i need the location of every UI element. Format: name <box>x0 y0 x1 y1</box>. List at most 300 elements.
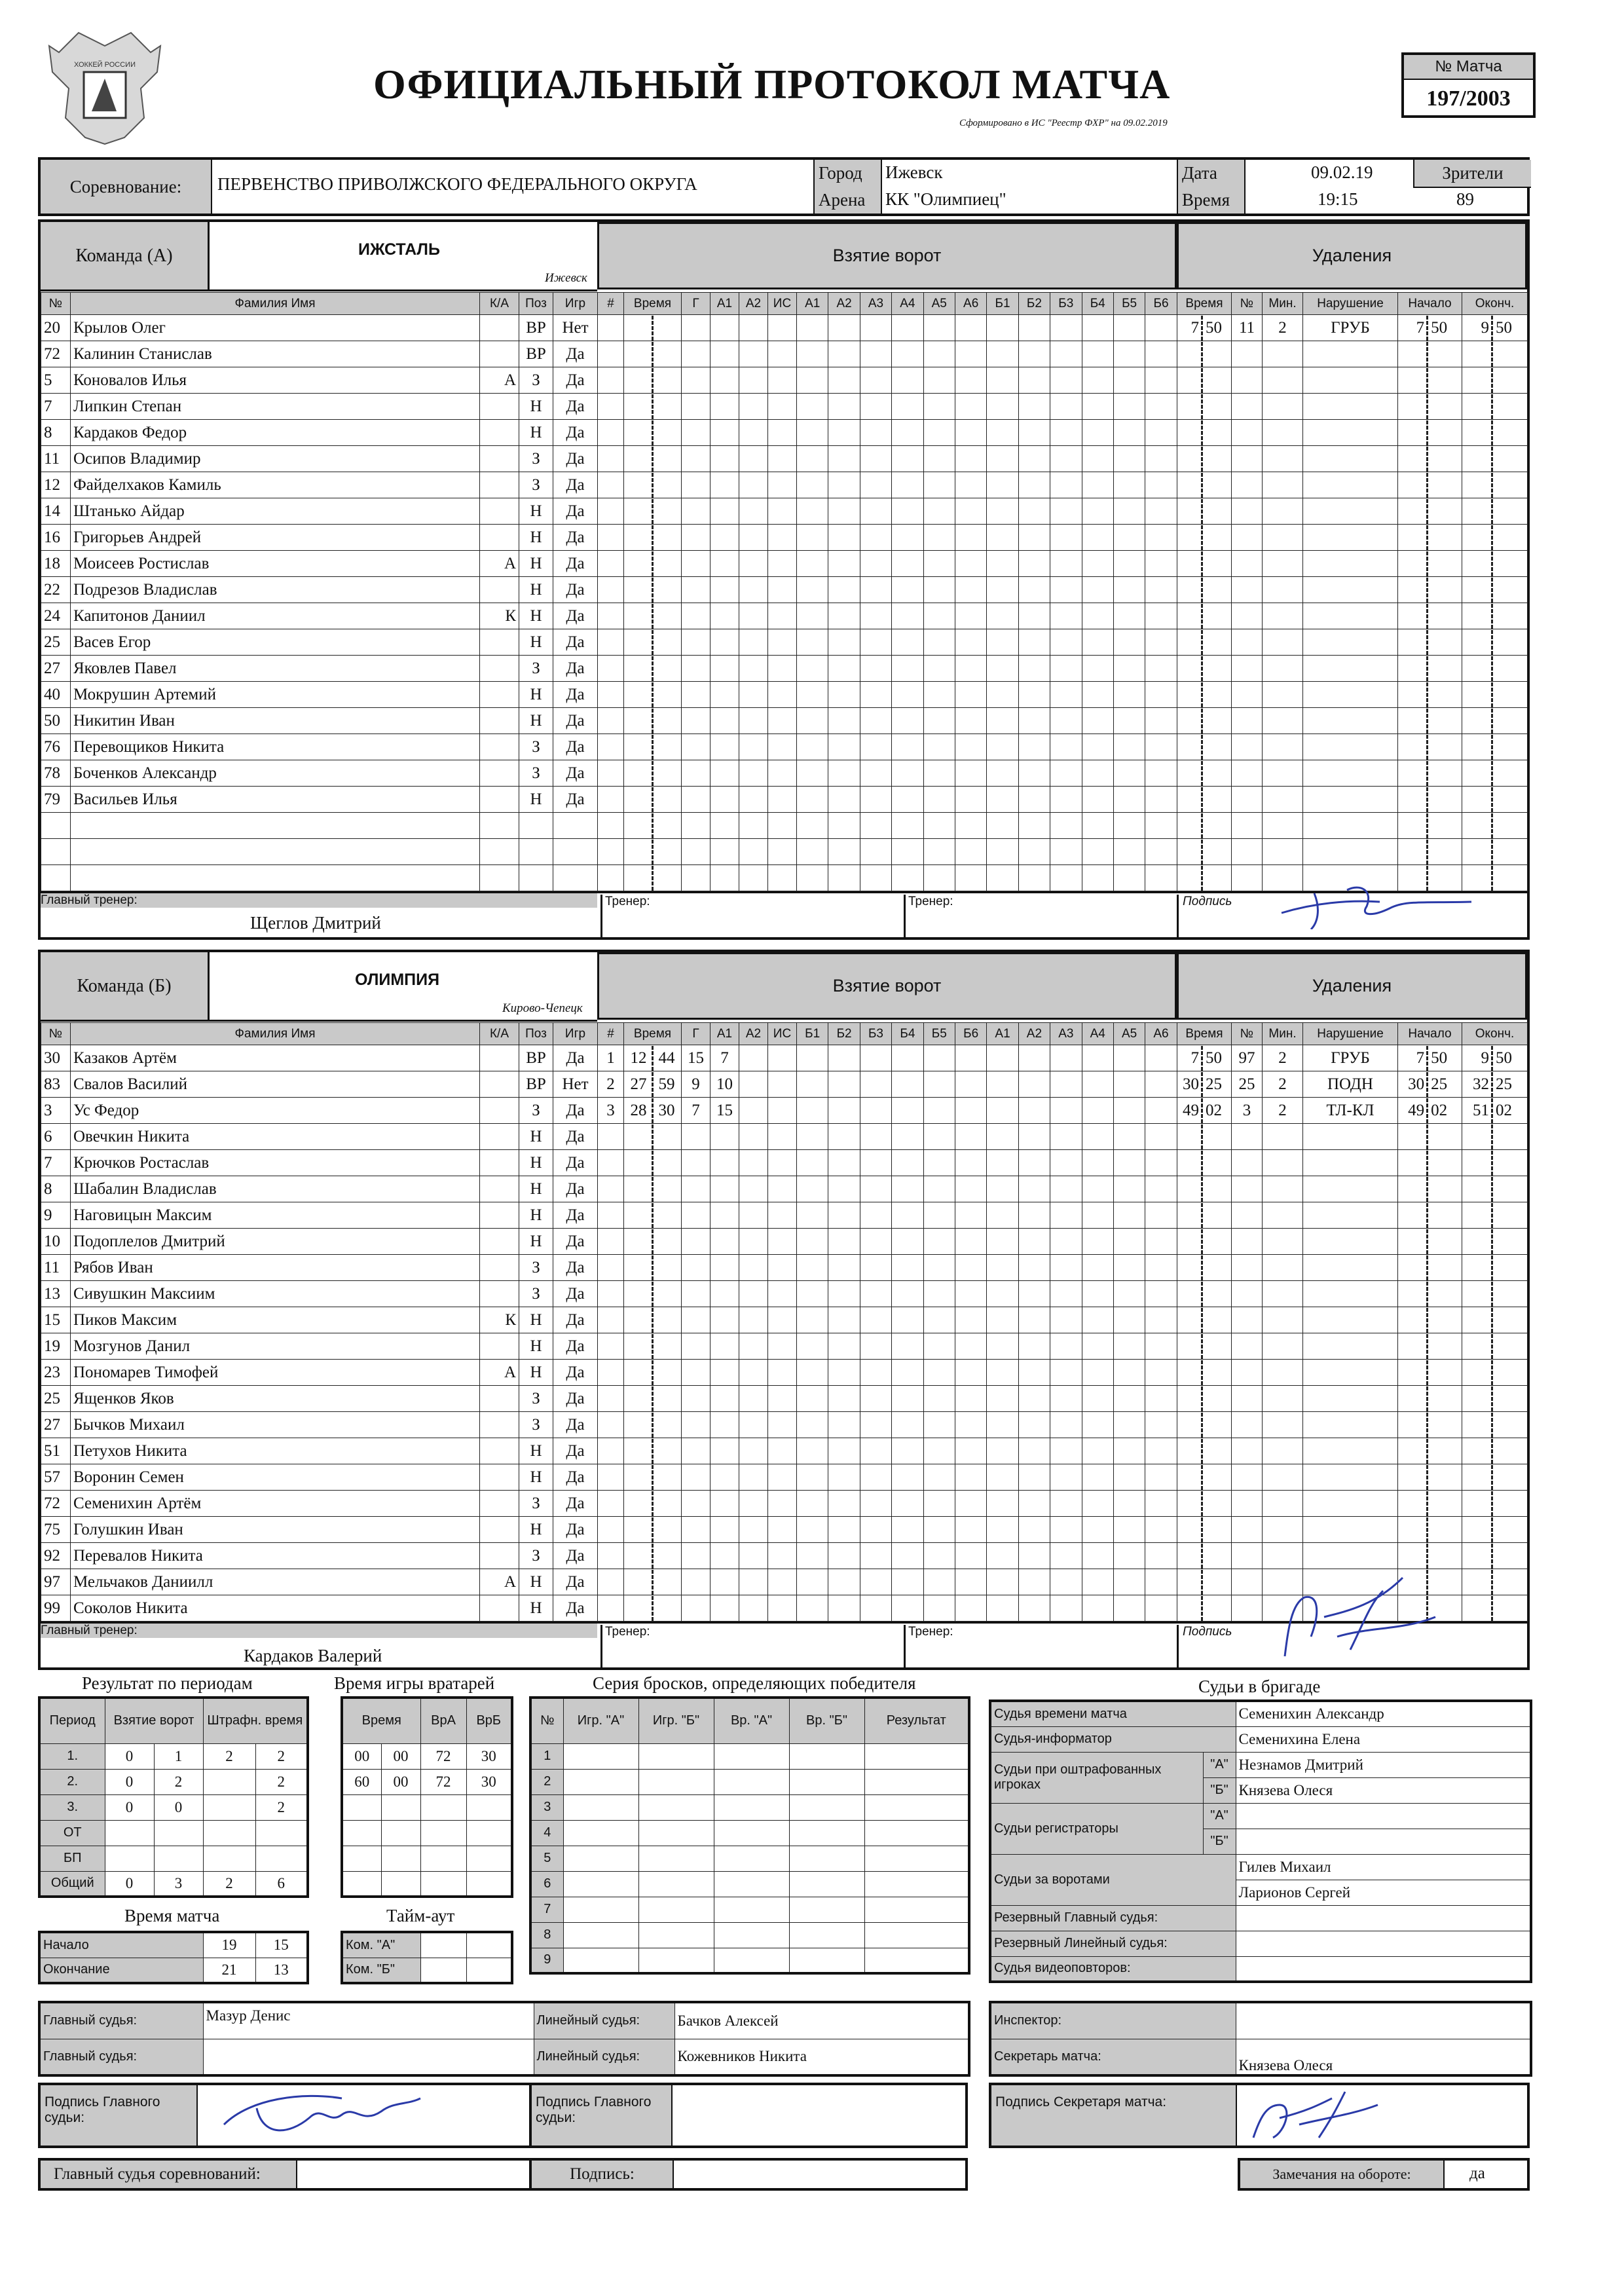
player-row <box>41 1307 598 1333</box>
period-pim-b: 2 <box>255 1794 308 1820</box>
penalty-infraction <box>1303 1464 1398 1491</box>
goal-row <box>598 1438 1177 1464</box>
period-label: ОТ <box>39 1820 105 1846</box>
goal-cell <box>1113 1333 1145 1360</box>
goal-scorer <box>682 1412 710 1438</box>
penalty-row <box>1177 472 1528 498</box>
goal-cell <box>1018 813 1050 839</box>
player-role <box>480 708 519 734</box>
goal-row <box>598 1491 1177 1517</box>
goal-time-sec <box>654 1570 680 1595</box>
penalty-row <box>1177 1176 1528 1202</box>
goal-row <box>598 1360 1177 1386</box>
goal-assist-1 <box>710 1491 739 1517</box>
goal-cell <box>1050 1176 1082 1202</box>
penalty-row <box>1177 525 1528 551</box>
goal-cell <box>892 1595 923 1622</box>
goal-cell <box>739 577 768 603</box>
results-title: Результат по периодам <box>82 1673 253 1693</box>
penalty-row <box>1177 682 1528 708</box>
shootout-cell <box>714 1820 789 1846</box>
informer: Семенихина Елена <box>1236 1726 1531 1752</box>
goal-cell <box>797 813 828 839</box>
penalty-minutes <box>1263 1124 1303 1150</box>
goal-assist-1 <box>710 551 739 577</box>
goalie-row <box>342 1794 512 1820</box>
goal-cell <box>739 551 768 577</box>
penalty-col: Время <box>1177 1023 1232 1045</box>
penalty-time <box>1177 551 1232 577</box>
goal-cell <box>1050 1307 1082 1333</box>
penalty-player <box>1232 760 1263 787</box>
goal-cell <box>828 1569 860 1595</box>
shootout-cell <box>789 1846 864 1871</box>
penalty-minutes <box>1263 760 1303 787</box>
penalty-time <box>1177 1569 1232 1595</box>
penalty-end <box>1462 1386 1528 1412</box>
goal-cell <box>987 1281 1018 1307</box>
shootout-cell <box>789 1948 864 1973</box>
player-row <box>41 1202 598 1229</box>
penalty-end <box>1462 1333 1528 1360</box>
goal-cell <box>1113 420 1145 446</box>
penalty-col: Начало <box>1398 293 1462 315</box>
player-row <box>41 1569 598 1595</box>
goal-time <box>624 551 682 577</box>
goal-cell <box>987 394 1018 420</box>
team-b-goals-header: Взятие ворот <box>597 952 1177 1020</box>
goal-number <box>598 1386 624 1412</box>
player-position: Н <box>519 1438 553 1464</box>
player-position: ВР <box>519 1045 553 1071</box>
goal-cell <box>892 341 923 367</box>
penalty-time <box>1177 1333 1232 1360</box>
penalty-infraction <box>1303 787 1398 813</box>
period-goals-b <box>154 1846 203 1871</box>
goal-cell <box>1082 367 1113 394</box>
goal-cell <box>1082 1517 1113 1543</box>
goal-scorer <box>682 734 710 760</box>
penalty-player <box>1232 1464 1263 1491</box>
penalty-end <box>1462 1255 1528 1281</box>
goal-cell <box>828 865 860 891</box>
goal-cell <box>987 420 1018 446</box>
player-row <box>41 367 598 394</box>
goal-time-sec: 30 <box>658 1101 675 1119</box>
player-position: З <box>519 1255 553 1281</box>
goal-cell <box>1113 1386 1145 1412</box>
goal-number <box>598 446 624 472</box>
goal-time <box>624 1491 682 1517</box>
shootout-number: 4 <box>530 1820 563 1846</box>
goal-assist-1 <box>710 734 739 760</box>
goal-cell <box>1018 629 1050 656</box>
player-position: Н <box>519 1202 553 1229</box>
goal-cell <box>955 1045 986 1071</box>
goal-cell <box>860 341 891 367</box>
goal-time-min <box>625 1360 654 1385</box>
goal-cell <box>923 1045 955 1071</box>
goal-cell <box>1050 656 1082 682</box>
spectators: 89 <box>1456 189 1474 209</box>
shootout-number: 8 <box>530 1922 563 1948</box>
goal-row <box>598 1255 1177 1281</box>
goal-time-sec <box>654 316 680 341</box>
goal-cell <box>1113 577 1145 603</box>
goal-col: А2 <box>828 293 860 315</box>
penalty-time <box>1177 1386 1232 1412</box>
goal-cell <box>797 315 828 341</box>
period-pim-b <box>255 1846 308 1871</box>
goal-scorer <box>682 446 710 472</box>
goal-time <box>624 1517 682 1543</box>
player-row <box>41 760 598 787</box>
goal-cell <box>797 367 828 394</box>
remarks-label: Замечания на обороте: <box>1240 2161 1445 2188</box>
penalty-start <box>1398 1281 1462 1307</box>
goal-cell <box>797 734 828 760</box>
goal-cell <box>797 1464 828 1491</box>
goal-cell <box>1050 472 1082 498</box>
time: 19:15 <box>1318 189 1358 209</box>
goal-cell <box>828 1464 860 1491</box>
penalty-time <box>1177 1124 1232 1150</box>
goal-cell <box>892 1307 923 1333</box>
goal-cell <box>860 1517 891 1543</box>
goal-cell <box>987 1150 1018 1176</box>
goal-time-min <box>625 866 654 891</box>
player-name: Пономарев Тимофей <box>71 1360 480 1386</box>
goal-cell <box>739 472 768 498</box>
goal-cell <box>828 1229 860 1255</box>
goal-scorer <box>682 498 710 525</box>
player-row <box>41 813 598 839</box>
penalty-infraction <box>1303 629 1398 656</box>
info-bar <box>38 157 1530 216</box>
goal-cell <box>1113 1176 1145 1202</box>
timeout-title: Тайм-аут <box>386 1906 455 1925</box>
penalty-col: Оконч. <box>1462 1023 1528 1045</box>
shootout-cell <box>789 1897 864 1922</box>
goal-cell <box>860 1333 891 1360</box>
penalty-row <box>1177 1386 1528 1412</box>
player-position: З <box>519 367 553 394</box>
goal-cell <box>1082 394 1113 420</box>
goal-cell <box>987 367 1018 394</box>
goal-cell <box>892 315 923 341</box>
penalty-row <box>1177 315 1528 341</box>
goal-cell <box>892 1491 923 1517</box>
spectators-label: Зрители <box>1413 160 1531 188</box>
goal-cell <box>1082 734 1113 760</box>
penalty-player <box>1232 682 1263 708</box>
penalty-time <box>1177 1229 1232 1255</box>
goal-cell <box>1145 1438 1177 1464</box>
goalie-cell <box>466 1794 512 1820</box>
goal-cell <box>1018 1124 1050 1150</box>
goal-cell <box>1113 446 1145 472</box>
goal-scorer <box>682 1464 710 1491</box>
goal-cell <box>955 394 986 420</box>
timeout-b-label: Ком. "Б" <box>342 1958 420 1983</box>
goal-cell <box>768 1045 797 1071</box>
goal-cell <box>955 839 986 865</box>
goal-time-sec <box>654 1151 680 1176</box>
match-start-hour: 19 <box>203 1932 255 1958</box>
goal-cell <box>1145 1045 1177 1071</box>
player-plays: Да <box>553 1098 598 1124</box>
goal-cell <box>892 367 923 394</box>
player-number: 76 <box>41 734 71 760</box>
penalty-infraction <box>1303 734 1398 760</box>
player-number: 12 <box>41 472 71 498</box>
goalie-time <box>341 1696 513 1898</box>
penalty-end <box>1462 1360 1528 1386</box>
goal-cell <box>987 1491 1018 1517</box>
goal-cell <box>739 760 768 787</box>
goal-assist-1 <box>710 525 739 551</box>
goal-cell <box>1082 1098 1113 1124</box>
penalty-end <box>1462 839 1528 865</box>
penalty-infraction <box>1303 446 1398 472</box>
goal-col: # <box>598 1023 624 1045</box>
team-b-head-coach: Кардаков Валерий <box>244 1646 382 1665</box>
goal-cell <box>1113 839 1145 865</box>
goal-assist-1 <box>710 1202 739 1229</box>
goalie-row <box>342 1820 512 1846</box>
period-pim-a <box>203 1846 255 1871</box>
period-row <box>39 1846 308 1871</box>
goalie-cell <box>420 1846 466 1871</box>
col-goalie-a: ВрА <box>420 1698 466 1743</box>
period-goals-b: 1 <box>154 1743 203 1769</box>
penalty-start <box>1398 1412 1462 1438</box>
goal-cell <box>1113 341 1145 367</box>
goal-time-sec <box>654 682 680 707</box>
player-position: Н <box>519 498 553 525</box>
penalty-start <box>1398 420 1462 446</box>
goal-time <box>624 1229 682 1255</box>
goal-row <box>598 1176 1177 1202</box>
goal-time-sec <box>654 1282 680 1307</box>
goal-cell <box>923 525 955 551</box>
penalty-player <box>1232 1229 1263 1255</box>
goal-cell <box>1145 813 1177 839</box>
goal-time-sec <box>654 1255 680 1280</box>
goal-cell <box>860 1543 891 1569</box>
team-b-coach-signature <box>1272 1565 1442 1663</box>
penalty-minutes <box>1263 498 1303 525</box>
goal-time <box>624 787 682 813</box>
goal-cell <box>739 498 768 525</box>
penalty-end <box>1462 446 1528 472</box>
period-row <box>39 1871 308 1897</box>
penalty-player: 25 <box>1232 1071 1263 1098</box>
penalty-time <box>1177 446 1232 472</box>
player-plays: Да <box>553 446 598 472</box>
period-goals-a: 0 <box>105 1743 154 1769</box>
penalty-infraction <box>1303 1281 1398 1307</box>
penalty-minutes <box>1263 1255 1303 1281</box>
goalie-cell: 00 <box>381 1769 420 1794</box>
player-plays: Да <box>553 1307 598 1333</box>
penalty-minutes <box>1263 1229 1303 1255</box>
penalty-player: 97 <box>1232 1045 1263 1071</box>
goal-cell <box>768 446 797 472</box>
goal-cell <box>739 1071 768 1098</box>
goal-cell <box>987 1255 1018 1281</box>
goal-cell <box>797 1229 828 1255</box>
shootout-cell <box>638 1897 714 1922</box>
penalty-end: 9 50 <box>1462 315 1528 341</box>
player-position: Н <box>519 787 553 813</box>
player-position: З <box>519 656 553 682</box>
goal-cell <box>860 760 891 787</box>
goal-assist-1 <box>710 603 739 629</box>
goal-cell <box>828 315 860 341</box>
penalty-player <box>1232 367 1263 394</box>
goal-col: Б3 <box>1050 293 1082 315</box>
player-position: Н <box>519 1595 553 1622</box>
shootout-row <box>530 1794 969 1820</box>
goal-number <box>598 420 624 446</box>
goal-cell <box>768 1569 797 1595</box>
goal-cell <box>1050 734 1082 760</box>
player-position: Н <box>519 629 553 656</box>
goal-scorer <box>682 603 710 629</box>
goal-cell <box>768 525 797 551</box>
shootout-number: 3 <box>530 1794 563 1820</box>
goal-col: А3 <box>860 293 891 315</box>
goal-time-min <box>625 1491 654 1516</box>
goal-cell <box>1050 1255 1082 1281</box>
penalty-minutes <box>1263 1307 1303 1333</box>
player-row <box>41 1045 598 1071</box>
goal-cell <box>892 1569 923 1595</box>
player-position: Н <box>519 551 553 577</box>
goal-cell <box>1018 1386 1050 1412</box>
col-play: Игр <box>553 293 598 315</box>
penalty-minutes <box>1263 839 1303 865</box>
goal-cell <box>1018 708 1050 734</box>
goal-cell <box>955 1333 986 1360</box>
player-plays: Да <box>553 1595 598 1622</box>
goal-cell <box>1145 1595 1177 1622</box>
penalty-infraction <box>1303 394 1398 420</box>
goal-scorer: 15 <box>682 1045 710 1071</box>
player-row <box>41 708 598 734</box>
goal-cell <box>892 813 923 839</box>
goal-cell <box>768 1595 797 1622</box>
goal-cell <box>768 865 797 891</box>
col-period: Период <box>39 1698 105 1743</box>
goal-cell <box>923 682 955 708</box>
penalty-end: 9 50 <box>1462 1045 1528 1071</box>
player-number: 7 <box>41 1150 71 1176</box>
goal-cell <box>987 1569 1018 1595</box>
goal-time-sec <box>654 1360 680 1385</box>
shootout-row <box>530 1820 969 1846</box>
player-name: Боченков Александр <box>71 760 480 787</box>
penalty-row <box>1177 341 1528 367</box>
goalie-cell: 00 <box>342 1743 381 1769</box>
match-time <box>38 1931 309 1984</box>
penalty-time <box>1177 1176 1232 1202</box>
player-row <box>41 1386 598 1412</box>
shootout-cell <box>638 1871 714 1897</box>
player-row <box>41 341 598 367</box>
goal-cell <box>797 551 828 577</box>
goal-cell <box>828 1124 860 1150</box>
col-goalie-time: Время <box>342 1698 420 1743</box>
penalty-row <box>1177 1124 1528 1150</box>
goal-cell <box>892 551 923 577</box>
penalty-infraction <box>1303 1255 1398 1281</box>
goal-row <box>598 525 1177 551</box>
player-plays: Да <box>553 734 598 760</box>
goal-cell <box>797 1281 828 1307</box>
penalty-col: Мин. <box>1263 1023 1303 1045</box>
goal-cell <box>828 629 860 656</box>
goal-cell <box>797 472 828 498</box>
shootout-cell <box>789 1769 864 1794</box>
goal-time-min <box>625 630 654 655</box>
penalty-end <box>1462 394 1528 420</box>
penalty-end <box>1462 1412 1528 1438</box>
goal-cell <box>860 1595 891 1622</box>
penalty-row <box>1177 1360 1528 1386</box>
goal-cell <box>828 1360 860 1386</box>
penalty-player <box>1232 1412 1263 1438</box>
goal-cell <box>797 787 828 813</box>
goal-cell <box>1145 1360 1177 1386</box>
goal-row <box>598 420 1177 446</box>
goal-cell <box>1018 472 1050 498</box>
player-role <box>480 1595 519 1622</box>
goal-col: Время <box>624 1023 682 1045</box>
goal-time <box>624 315 682 341</box>
inspector-label: Инспектор: <box>990 2002 1236 2039</box>
penalty-end <box>1462 656 1528 682</box>
goal-cell <box>768 1307 797 1333</box>
goal-number <box>598 734 624 760</box>
arena-label: Арена <box>813 187 882 214</box>
player-number: 83 <box>41 1071 71 1098</box>
player-row <box>41 525 598 551</box>
goal-assist-1 <box>710 1281 739 1307</box>
goal-cell <box>1113 1045 1145 1071</box>
goal-col: А5 <box>923 293 955 315</box>
goal-cell <box>768 603 797 629</box>
goal-cell <box>1082 629 1113 656</box>
goal-scorer <box>682 1124 710 1150</box>
penalty-col: Оконч. <box>1462 293 1528 315</box>
team-b-coach2-label: Тренер: <box>904 1625 1177 1668</box>
goal-cell <box>955 1464 986 1491</box>
player-plays: Нет <box>553 1071 598 1098</box>
player-number: 97 <box>41 1569 71 1595</box>
penalty-time: 7 50 <box>1177 1045 1232 1071</box>
penalty-player <box>1232 787 1263 813</box>
player-row <box>41 498 598 525</box>
goal-cell <box>987 1464 1018 1491</box>
goal-cell <box>955 656 986 682</box>
chief-referee-label: Главный судья соревнований: <box>41 2161 297 2188</box>
goal-cell <box>797 708 828 734</box>
penalty-row <box>1177 1464 1528 1491</box>
goal-time <box>624 734 682 760</box>
goal-time-min: 27 <box>625 1072 654 1097</box>
